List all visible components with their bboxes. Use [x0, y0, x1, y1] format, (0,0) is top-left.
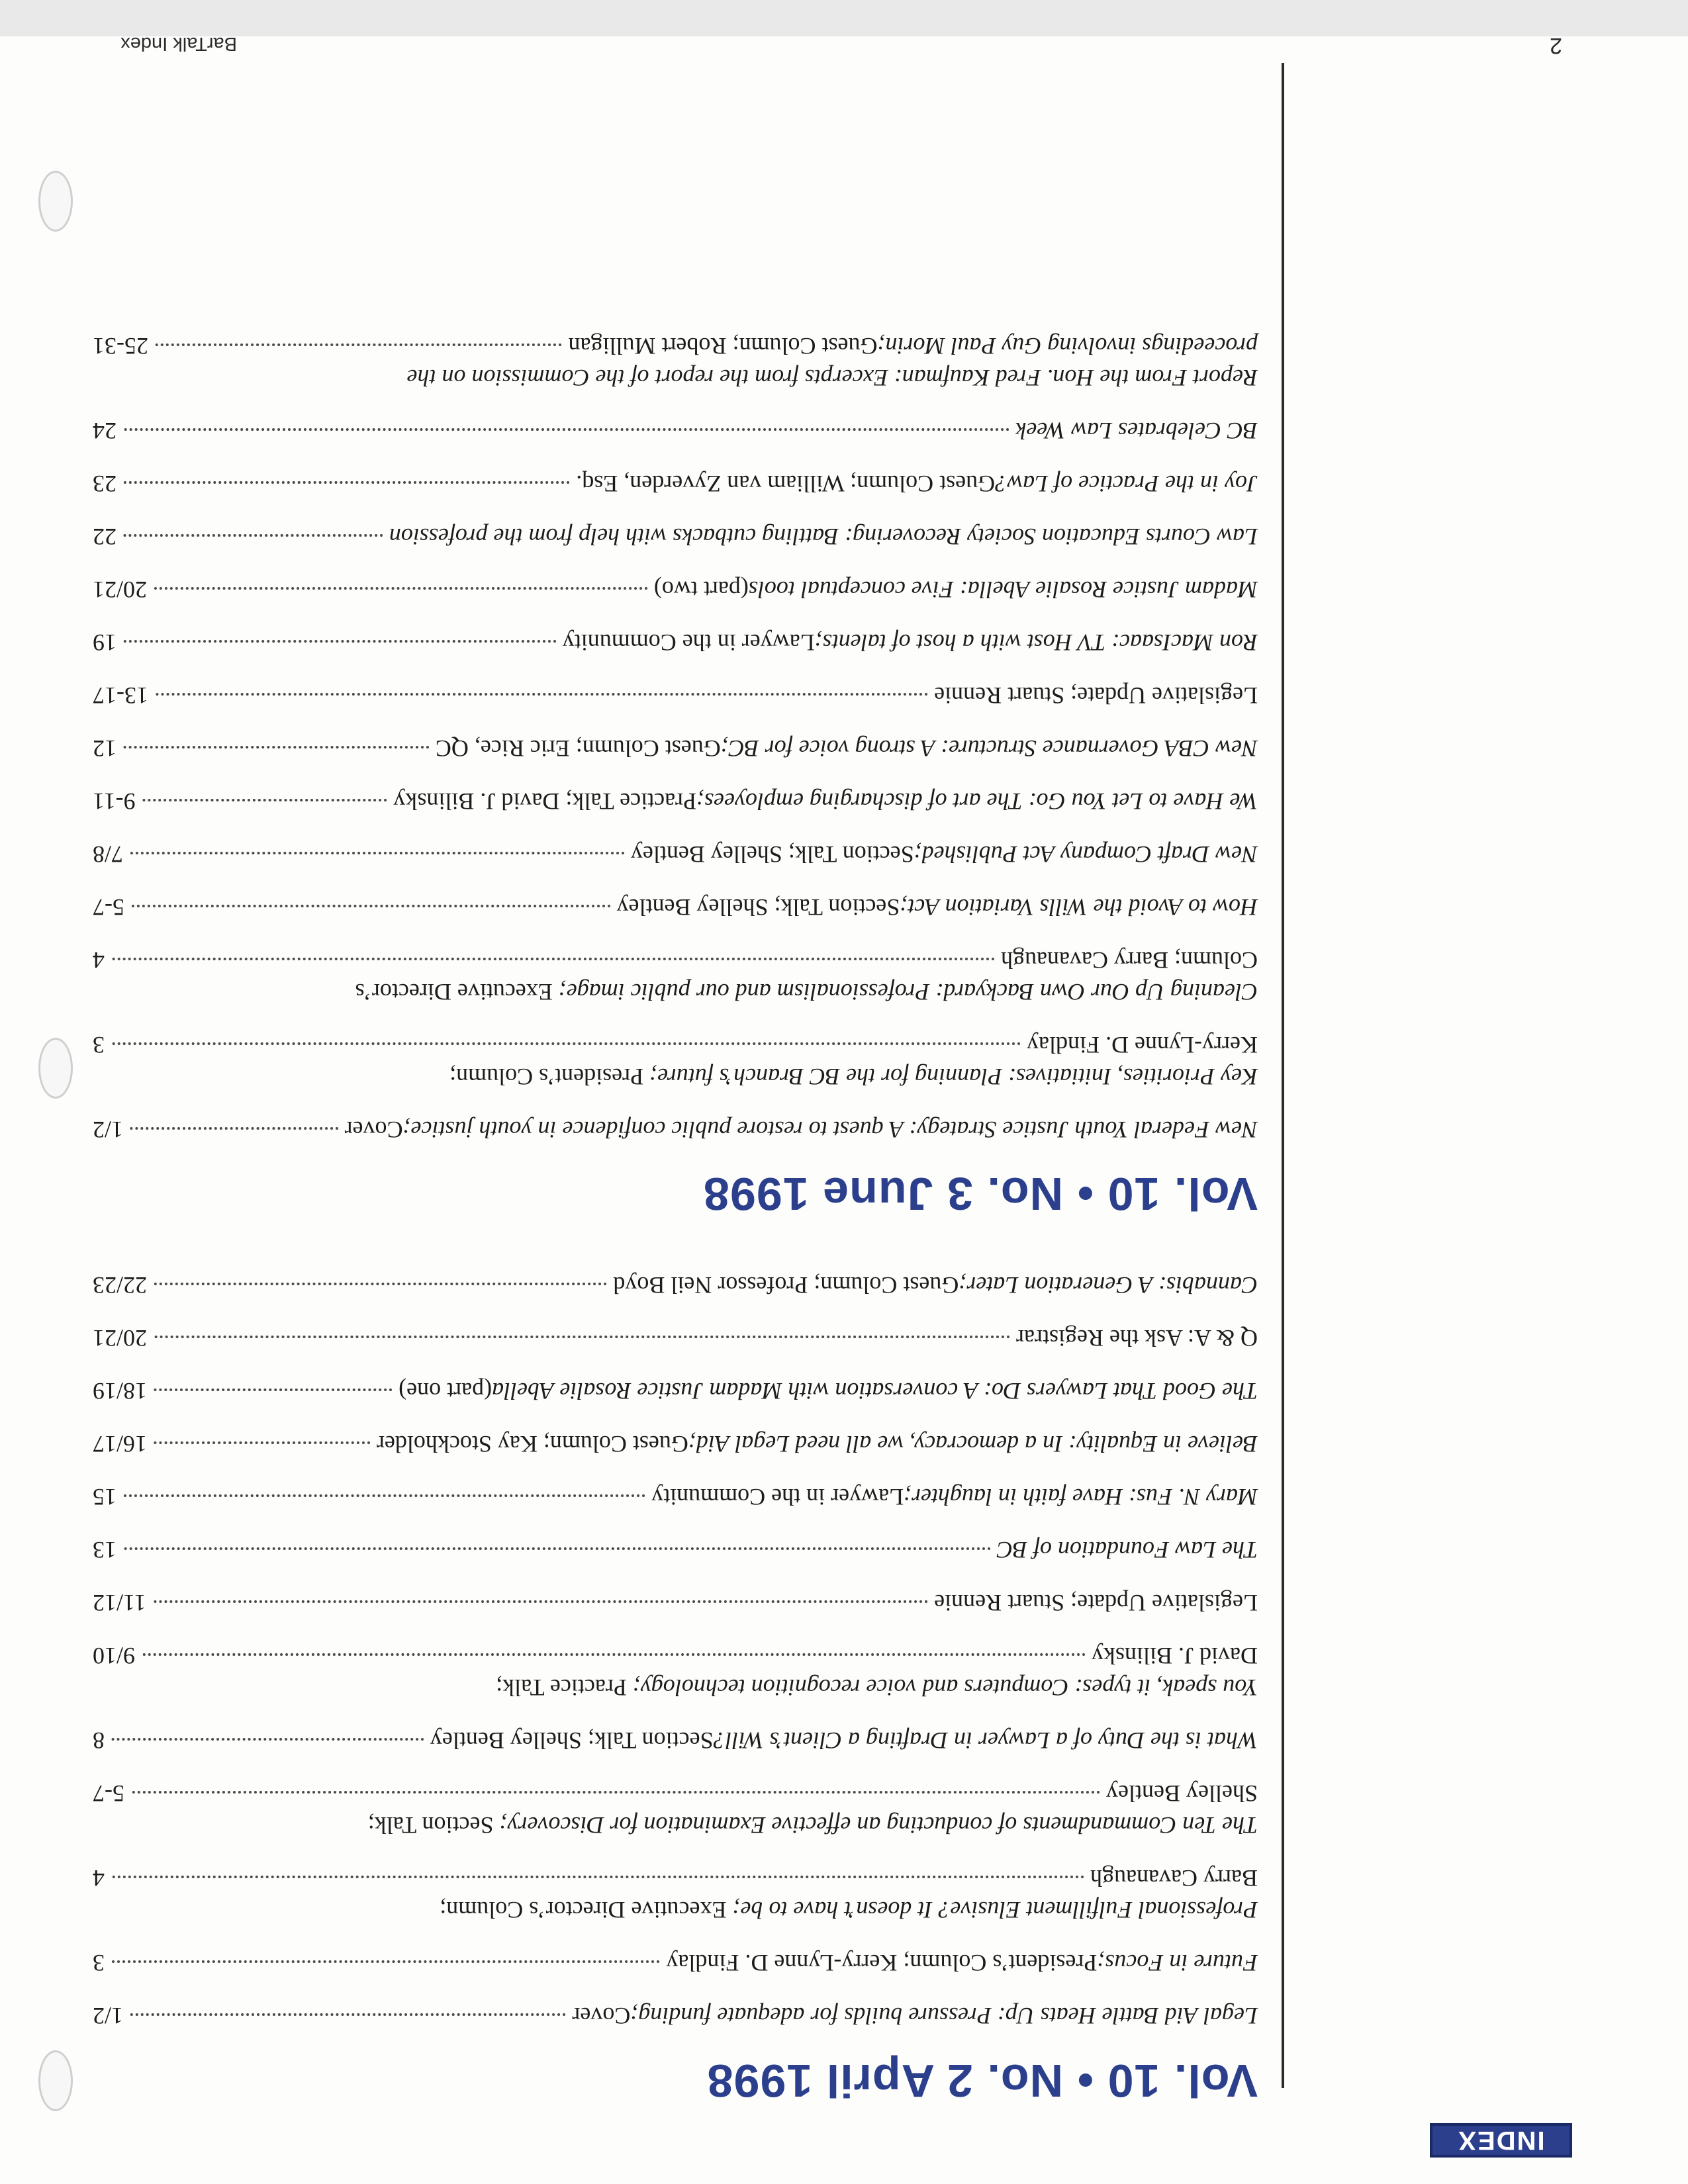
entry-title: Future in Focus; — [1097, 1950, 1258, 1977]
scan-edge-strip — [0, 0, 1688, 36]
entry-title: Legal Aid Battle Heats Up: Pressure builds for adequate funding; — [630, 2003, 1258, 2030]
dot-leader — [111, 1961, 659, 1964]
entry-title: Madam Justice Rosalie Abella: Five conceptual tools — [748, 576, 1258, 603]
dot-leader — [131, 905, 610, 907]
issue-heading: Vol. 10 • No. 3 June 1998 — [703, 1168, 1258, 1220]
page-reference: 24 — [93, 418, 117, 444]
entry-title: The Good That Lawyers Do: A conversation with Madam Justice Rosalie Abella — [492, 1378, 1258, 1405]
page-number: 2 — [1550, 33, 1562, 58]
entry-line — [93, 415, 1258, 447]
dot-leader — [154, 587, 647, 590]
dot-leader — [154, 1389, 392, 1392]
index-entry — [93, 1429, 1258, 1461]
page-reference: 22/23 — [93, 1272, 148, 1299]
entry-line — [93, 1725, 1258, 1757]
entry-line — [93, 1429, 1258, 1461]
dot-leader — [123, 534, 383, 537]
entry-line — [93, 1323, 1258, 1355]
entry-line — [93, 1863, 1258, 1895]
punch-hole-middle — [38, 1038, 73, 1099]
index-entry — [93, 521, 1258, 553]
issue-section — [93, 330, 1258, 1218]
entry-title: New Draft Company Act Published; — [914, 841, 1258, 868]
publication-name: BarTalk Index — [120, 33, 237, 54]
index-entry — [93, 574, 1258, 606]
entry-detail: Lawyer in the Community — [562, 629, 815, 656]
index-entry — [93, 1778, 1258, 1842]
entry-detail: Cover — [572, 2003, 631, 2030]
index-entry — [93, 330, 1258, 394]
entry-detail: Section Talk; Shelley Bentley — [430, 1727, 714, 1754]
entry-line — [93, 944, 1258, 976]
dot-leader — [111, 958, 994, 960]
entry-line — [93, 680, 1258, 711]
entry-line — [93, 1535, 1258, 1567]
page-reference: 8 — [93, 1727, 105, 1754]
index-entry — [93, 2001, 1258, 2032]
entry-line — [93, 1482, 1258, 1514]
index-entry — [93, 733, 1258, 764]
entry-title: What is the Duty of a Lawyer in Drafting a Client’s Will? — [713, 1727, 1258, 1754]
page-reference: 12 — [93, 735, 117, 762]
entry-detail: Column; Barry Cavanaugh — [1001, 947, 1258, 974]
index-entry — [93, 1323, 1258, 1355]
dot-leader — [123, 481, 569, 484]
entry-line — [93, 1061, 1258, 1093]
entry-detail: Cover — [344, 1116, 403, 1143]
index-entry — [93, 680, 1258, 711]
entry-line — [93, 1270, 1258, 1302]
dot-leader — [131, 1792, 1100, 1794]
dot-leader — [111, 1876, 1084, 1879]
entry-line — [93, 574, 1258, 606]
index-entry — [93, 1376, 1258, 1408]
entry-line — [93, 2001, 1258, 2032]
entry-detail: Shelley Bentley — [1106, 1780, 1258, 1807]
entry-line — [93, 1895, 1258, 1927]
issue-entry-list — [93, 330, 1258, 1146]
entry-detail: Guest Column; Robert Mulligan — [568, 333, 878, 359]
page-reference: 19 — [93, 629, 117, 656]
entry-detail: President’s Column; — [449, 1064, 650, 1090]
entry-detail: Section Talk; Shelley Bentley — [616, 894, 900, 921]
index-entry — [93, 786, 1258, 817]
page-reference: 15 — [93, 1484, 117, 1511]
dot-leader — [153, 1601, 927, 1604]
index-entry — [93, 1641, 1258, 1704]
entry-detail: Practice Talk; — [496, 1674, 633, 1702]
entry-title: New CBA Governance Structure: A strong voice for BC; — [720, 735, 1258, 762]
index-entry — [93, 891, 1258, 923]
dot-leader — [123, 640, 556, 643]
page-reference: 3 — [93, 1950, 105, 1977]
entry-line — [93, 627, 1258, 659]
dot-leader — [130, 852, 624, 854]
page-reference: 13-17 — [93, 682, 148, 709]
entry-detail: David J. Bilinsky — [1091, 1643, 1258, 1670]
entry-title-continued: proceedings involving Guy Paul Morin; — [877, 333, 1258, 359]
index-entry — [93, 839, 1258, 870]
page-reference: 5-7 — [93, 894, 124, 921]
entry-line — [93, 1778, 1258, 1810]
entry-detail: Practice Talk; David J. Bilinsky — [393, 788, 697, 815]
page-reference: 1/2 — [93, 2003, 124, 2030]
index-entry — [93, 1535, 1258, 1567]
entry-detail: Executive Director’s Column; — [440, 1897, 733, 1924]
entry-title: Joy in the Practice of Law? — [995, 471, 1258, 497]
dot-leader — [130, 2014, 565, 2017]
dot-leader — [111, 1739, 424, 1741]
dot-leader — [111, 1042, 1020, 1045]
dot-leader — [154, 1336, 1009, 1339]
index-entry — [93, 1948, 1258, 1979]
entry-title: Cleaning Up Our Own Backyard: Professionalism and our public image; — [558, 979, 1258, 1005]
index-entry — [93, 627, 1258, 659]
index-entry — [93, 1270, 1258, 1302]
index-entry — [93, 468, 1258, 500]
page-reference: 4 — [93, 947, 105, 974]
page-reference: 20/21 — [93, 576, 148, 603]
issue-heading: Vol. 10 • No. 2 April 1998 — [706, 2055, 1258, 2107]
issue-section — [93, 1270, 1258, 2105]
index-entry — [93, 1863, 1258, 1927]
dot-leader — [154, 1283, 606, 1286]
entry-title: BC Celebrates Law Week — [1015, 418, 1258, 444]
index-entry — [93, 944, 1258, 1008]
page-reference: 3 — [93, 1032, 105, 1058]
index-entry — [93, 1114, 1258, 1146]
entry-line — [93, 468, 1258, 500]
entry-detail: Guest Column; William van Zyverden, Esq. — [576, 471, 996, 497]
entry-line — [93, 1810, 1258, 1842]
page-reference: 5-7 — [93, 1780, 124, 1807]
page-reference: 1/2 — [93, 1116, 124, 1143]
dot-leader — [142, 1654, 1085, 1657]
dot-leader — [142, 799, 387, 801]
entry-line — [93, 521, 1258, 553]
entry-title: The Law Foundation of BC — [996, 1537, 1258, 1564]
page-reference: 9-11 — [93, 788, 136, 815]
punch-hole-bottom — [38, 171, 73, 232]
dot-leader — [123, 746, 429, 749]
entry-line — [93, 1588, 1258, 1619]
entry-line — [93, 330, 1258, 362]
dot-leader — [130, 1127, 338, 1130]
page-reference: 4 — [93, 1865, 105, 1892]
page-reference: 22 — [93, 523, 117, 550]
index-entry — [93, 1725, 1258, 1757]
entry-title: You speak, it types: Computers and voice recognition technology; — [632, 1674, 1258, 1702]
entry-detail: (part two) — [653, 576, 749, 603]
entry-line — [93, 1029, 1258, 1061]
dot-leader — [155, 343, 561, 346]
entry-title: Law Courts Education Society Recovering: Battling cutbacks with help from the profession — [389, 523, 1258, 550]
page-reference: 11/12 — [93, 1590, 146, 1617]
entry-line — [93, 1948, 1258, 1979]
page-reference: 7/8 — [93, 841, 124, 868]
entry-title: Mary N. Fus: Have faith in laughter; — [904, 1484, 1258, 1511]
dot-leader — [123, 1495, 645, 1498]
entry-line — [93, 1376, 1258, 1408]
entry-line — [93, 362, 1258, 394]
page-reference: 9/10 — [93, 1643, 136, 1670]
entry-title: Ron MacIsaac: TV Host with a host of talents; — [814, 629, 1258, 656]
entry-detail: Lawyer in the Community — [651, 1484, 904, 1511]
dot-leader — [154, 1442, 370, 1445]
entry-title: Believe in Equality: In a democracy, we all need Legal Aid; — [688, 1431, 1258, 1458]
entry-title: Cannabis: A Generation Later; — [959, 1272, 1258, 1299]
entry-line — [93, 1672, 1258, 1704]
entry-line — [93, 1641, 1258, 1672]
index-entry — [93, 1482, 1258, 1514]
page-reference: 23 — [93, 471, 117, 497]
entry-detail: Q & A: Ask the Registrar — [1016, 1325, 1258, 1352]
page-reference: 25-31 — [93, 333, 148, 359]
entry-line — [93, 733, 1258, 764]
entry-detail: Guest Column; Kay Stockholder — [376, 1431, 688, 1458]
punch-hole-top — [38, 2050, 73, 2111]
entry-detail: Kerry-Lynne D. Findlay — [1027, 1032, 1258, 1058]
entry-detail: Guest Column; Professor Neil Boyd — [613, 1272, 959, 1299]
index-entry — [93, 415, 1258, 447]
entry-line — [93, 976, 1258, 1008]
entry-line — [93, 891, 1258, 923]
page-reference: 18/19 — [93, 1378, 148, 1405]
entry-detail: President’s Column; Kerry-Lynne D. Findlay — [666, 1950, 1098, 1977]
entry-detail: Barry Cavanaugh — [1090, 1865, 1258, 1892]
entry-title: Report From the Hon. Fred Kaufman: Excerpts from the report of the Commission on the — [406, 365, 1258, 391]
entry-detail: Section Talk; Shelley Bentley — [630, 841, 914, 868]
entry-title: New Federal Youth Justice Strategy: A quest to restore public confidence in youth justice; — [402, 1116, 1258, 1143]
index-tab: INDEX — [1430, 2123, 1572, 2158]
page-reference: 20/21 — [93, 1325, 148, 1352]
index-entry — [93, 1588, 1258, 1619]
entry-detail: Guest Column; Eric Rice, QC — [435, 735, 721, 762]
page-reference: 13 — [93, 1537, 117, 1564]
issue-entry-list — [93, 1270, 1258, 2032]
page-reference: 16/17 — [93, 1431, 148, 1458]
dot-leader — [123, 1548, 990, 1551]
index-content — [93, 309, 1258, 2105]
entry-title: How to Avoid the Wills Variation Act; — [900, 894, 1258, 921]
vertical-rule — [1282, 63, 1284, 2088]
entry-detail: Legislative Update; Stuart Rennie — [934, 682, 1258, 709]
entry-title: We Have to Let You Go: The art of discharging employees; — [696, 788, 1258, 815]
entry-detail: (part one) — [399, 1378, 492, 1405]
entry-title: The Ten Commandments of conducting an effective Examination for Discovery; — [499, 1812, 1258, 1839]
entry-detail: Legislative Update; Stuart Rennie — [934, 1590, 1258, 1617]
entry-line — [93, 1114, 1258, 1146]
entry-title: Professional Fulfillment Elusive? It doesn’t have to be; — [732, 1897, 1258, 1924]
entry-line — [93, 839, 1258, 870]
entry-title: Key Priorities, Initiatives: Planning for the BC Branch’s future; — [649, 1064, 1258, 1090]
entry-detail: Section Talk; — [367, 1812, 500, 1839]
entry-line — [93, 786, 1258, 817]
entry-detail: Executive Director’s — [355, 979, 559, 1005]
dot-leader — [123, 428, 1009, 431]
dot-leader — [155, 693, 927, 696]
index-entry — [93, 1029, 1258, 1093]
